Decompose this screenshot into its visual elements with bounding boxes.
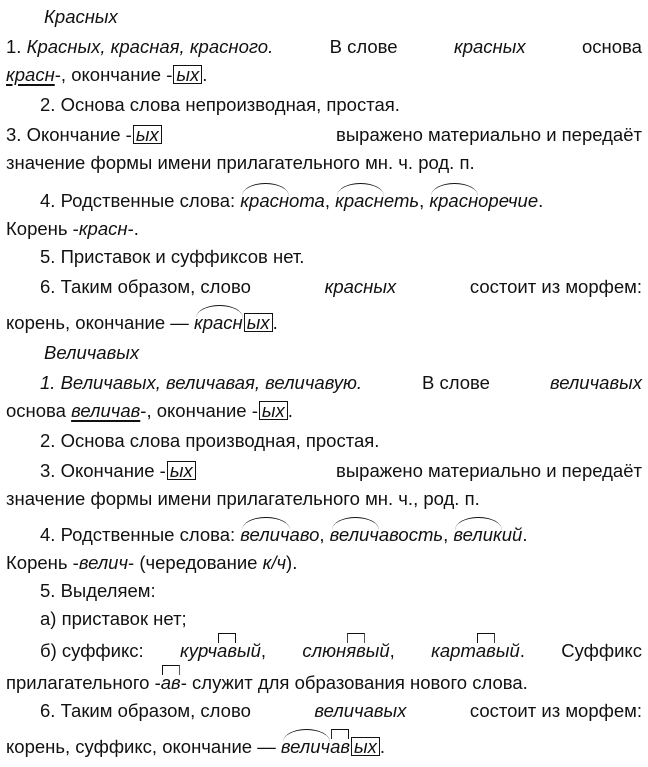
suffix-mark: яв	[346, 640, 366, 661]
base-krasn: красн	[6, 64, 55, 85]
w2-item-b-line-2: прилагательного -ав- служит для образования нового слова.	[6, 672, 528, 693]
ending-box: ых	[173, 65, 202, 84]
heading-krasnykh: Красных	[44, 6, 118, 27]
ending-box: ых	[133, 125, 162, 144]
w1-item-2: 2. Основа слова непроизводная, простая.	[40, 94, 400, 115]
suffix-mark: ав	[217, 640, 237, 661]
ending-box: ых	[244, 313, 273, 332]
w2-item-1-line-1: 1. Величавых, величавая, величавую. В слове величавых	[40, 372, 642, 393]
w1-item-3-line-1: 3. Окончание - ых выражено материально и передаёт	[6, 124, 642, 145]
w2-item-3-line-2: значение формы имени прилагательного мн. ч., род. п.	[6, 488, 480, 509]
w2-item-2: 2. Основа слова производная, простая.	[40, 430, 380, 451]
root-arc: велик	[453, 524, 502, 545]
w1-item-6-line-2: корень, окончание — красн ых .	[6, 312, 278, 333]
w1-item-4-line-2: Корень -красн-.	[6, 218, 139, 239]
w2-item-3-line-1: 3. Окончание - ых выражено материально и передаёт	[40, 460, 642, 481]
suffix-mark: ав	[475, 640, 496, 661]
w1-item-1-line-2: красн-, окончание - ых .	[6, 64, 208, 85]
ending-box: ых	[259, 401, 288, 420]
w2-item-1-line-2: основа величав-, окончание - ых .	[6, 400, 293, 421]
root-arc: велич	[240, 524, 290, 545]
root-arc: красн	[335, 190, 384, 211]
w1-item-3-line-2: значение формы имени прилагательного мн. ч. род. п.	[6, 152, 475, 173]
w2-item-a: а) приставок нет;	[40, 608, 187, 629]
w1-item-6-line-1: 6. Таким образом, слово красных состоит из морфем:	[40, 276, 642, 297]
w2-item-4-line-1: 4. Родственные слова: величаво, величавость, великий.	[40, 524, 528, 545]
w2-item-6-line-2: корень, суффикс, окончание — величав ых .	[6, 736, 386, 757]
root-arc: велич	[329, 524, 379, 545]
suffix-mark: ав	[160, 672, 181, 693]
suffix-mark: ав	[330, 736, 351, 757]
root-arc: красн	[429, 190, 479, 211]
w2-item-4-line-2: Корень -велич- (чередование к/ч).	[6, 552, 298, 573]
ending-box: ых	[351, 737, 380, 756]
root-arc: велич	[280, 736, 331, 757]
w1-item-4-line-1: 4. Родственные слова: краснота, краснеть, красноречие.	[40, 190, 544, 211]
ending-box: ых	[167, 461, 196, 480]
root-arc: красн	[193, 312, 243, 333]
w2-item-6-line-1: 6. Таким образом, слово величавых состоит из морфем:	[40, 700, 642, 721]
w2-item-b-line-1: б) суффикс: курчавый, слюнявый, картавый. Суффикс	[40, 640, 642, 661]
w1-item-1-line-1: 1. Красных, красная, красного. В слове красных основа	[6, 36, 642, 57]
base-velichav: величав	[71, 400, 141, 421]
w1-item-5: 5. Приставок и суффиксов нет.	[40, 246, 305, 267]
w2-item-5: 5. Выделяем:	[40, 580, 156, 601]
root-arc: красн	[240, 190, 290, 211]
heading-velichavykh: Величавых	[44, 342, 140, 363]
